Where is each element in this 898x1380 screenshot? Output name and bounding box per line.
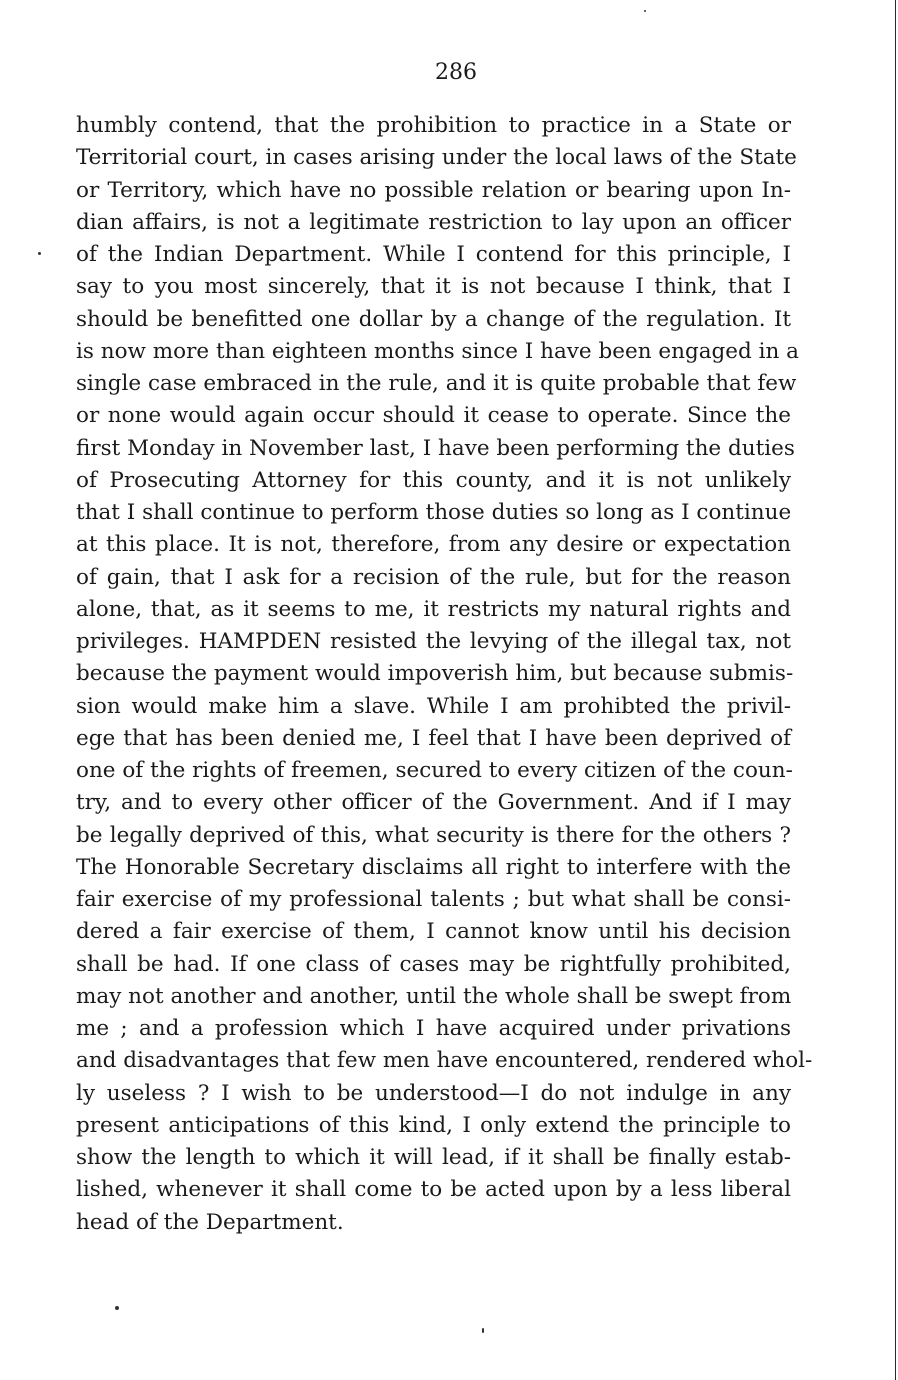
text-line: or none would again occur should it cease to operate. Since the [76, 403, 791, 429]
text-line: that I shall continue to perform those duties so long as I continue [76, 500, 792, 525]
text-line: single case embraced in the rule, and it is quite probable that few [76, 371, 797, 396]
text-line: privileges. HAMPDEN resisted the levying of the illegal tax, not [76, 629, 791, 654]
page-number: 286 [435, 60, 477, 85]
text-line: first Monday in November last, I have been performing the duties [76, 435, 795, 461]
text-line: me ; and a profession which I have acquired under privations [76, 1016, 791, 1041]
ink-speck [482, 1328, 484, 1333]
text-line: should be benefitted one dollar by a change of the regulation. It [76, 306, 791, 332]
text-line: because the payment would impoverish him, but because submis- [76, 661, 794, 687]
text-line: or Territory, which have no possible relation or bearing upon In- [76, 177, 791, 203]
text-line: humbly contend, that the prohibition to practice in a State or [76, 113, 791, 138]
text-line: head of the Department. [76, 1209, 344, 1235]
text-line: dian affairs, is not a legitimate restriction to lay upon an officer [76, 209, 791, 235]
text-line: fair exercise of my professional talents ; but what shall be consi- [76, 887, 791, 912]
text-line: is now more than eighteen months since I have been engaged in a [76, 338, 799, 364]
text-line: present anticipations of this kind, I only extend the principle to [76, 1112, 791, 1138]
text-line: and disadvantages that few men have encountered, rendered whol- [76, 1048, 813, 1074]
text-line: The Honorable Secretary disclaims all right to interfere with the [76, 854, 791, 880]
text-line: Territorial court, in cases arising under the local laws of the State [76, 145, 797, 171]
ink-speck [38, 252, 41, 255]
text-line: at this place. It is not, therefore, from any desire or expectation [76, 532, 791, 558]
text-line: shall be had. If one class of cases may be rightfully prohibited, [76, 951, 791, 977]
text-line: say to you most sincerely, that it is not because I think, that I [76, 274, 791, 300]
text-line: ege that has been denied me, I feel that I have been deprived of [76, 725, 791, 751]
ink-speck [115, 1306, 119, 1310]
text-line: sion would make him a slave. While I am prohibted the privil- [76, 693, 791, 719]
text-line: ly useless ? I wish to be understood—I do not indulge in any [76, 1080, 791, 1106]
text-line: of Prosecuting Attorney for this county, and it is not unlikely [76, 467, 791, 493]
text-line: alone, that, as it seems to me, it restricts my natural rights and [76, 596, 791, 622]
body-text [76, 110, 813, 1239]
page-edge-line [895, 0, 896, 1380]
ink-speck [644, 10, 646, 12]
text-line: may not another and another, until the whole shall be swept from [76, 983, 792, 1009]
text-line: show the length to which it will lead, if it shall be finally estab- [76, 1145, 791, 1170]
text-line: one of the rights of freemen, secured to every citizen of the coun- [76, 758, 793, 783]
text-line: be legally deprived of this, what security is there for the others ? [76, 822, 791, 848]
text-line: lished, whenever it shall come to be acted upon by a less liberal [76, 1177, 791, 1203]
text-line: dered a fair exercise of them, I cannot know until his decision [76, 919, 791, 945]
text-line: of the Indian Department. While I contend for this principle, I [76, 242, 791, 267]
text-line: try, and to every other officer of the Government. And if I may [76, 790, 791, 816]
text-line: of gain, that I ask for a recision of the rule, but for the reason [76, 564, 791, 590]
